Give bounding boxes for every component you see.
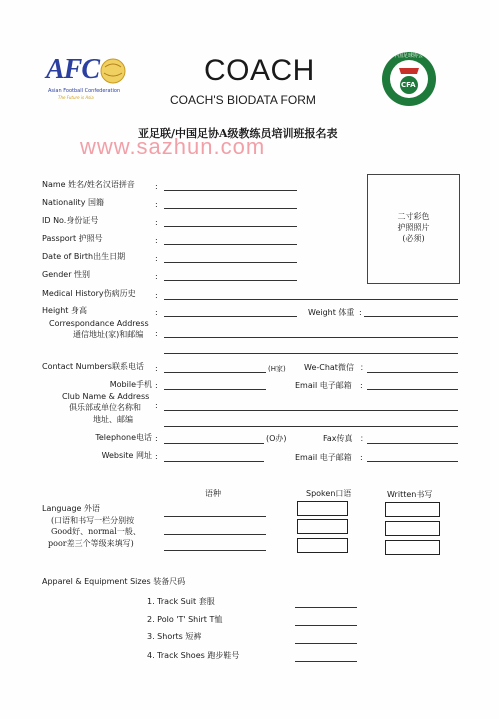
passport-colon: : (155, 236, 158, 245)
email-label: Email 电子邮箱 (295, 381, 352, 390)
mobile-field[interactable] (164, 389, 266, 390)
page-title: COACH (204, 54, 315, 87)
height-label: Height 身高 (42, 306, 87, 315)
email-label-2: Email 电子邮箱 (295, 453, 352, 462)
mobile-label: Mobile手机 (109, 380, 152, 389)
medical-field[interactable] (164, 299, 458, 300)
wechat-colon: ： (360, 363, 368, 372)
email-colon: : (360, 381, 363, 390)
email-field[interactable] (367, 389, 458, 390)
apparel-item-3: 3. Shorts 短裤 (147, 632, 202, 641)
id-no-colon: : (155, 218, 158, 227)
spoken-box-2[interactable] (297, 519, 348, 534)
afc-logo-text: AFC (46, 54, 100, 85)
passport-label: Passport 护照号 (42, 234, 103, 243)
telephone-label: Telephone电话 (95, 433, 152, 442)
apparel-field-4[interactable] (295, 661, 357, 662)
cfa-logo (377, 50, 441, 108)
language-note-1: (口语和书写一栏分别按 (51, 516, 135, 525)
photo-line-2: 护照照片 (397, 223, 430, 232)
contact-colon: : (155, 364, 158, 373)
dob-field[interactable] (164, 262, 297, 263)
language-label: Language 外语 (42, 504, 101, 513)
id-no-label: ID No.身份证号 (42, 216, 99, 225)
fax-field[interactable] (367, 443, 458, 444)
form-subtitle: COACH'S BIODATA FORM (170, 93, 316, 107)
name-label: Name 姓名/姓名汉语拼音 (42, 180, 135, 189)
name-colon: : (155, 182, 158, 191)
written-box-1[interactable] (385, 502, 440, 517)
nationality-colon: : (155, 200, 158, 209)
photo-line-1: 二寸彩色 (397, 212, 430, 221)
club-label-cn-2: 地址、邮编 (93, 415, 133, 424)
language-col-header: 语种 (205, 489, 221, 498)
gender-label: Gender 性别 (42, 270, 91, 279)
spoken-box-1[interactable] (297, 501, 348, 516)
afc-motto: The Future is Asia (58, 95, 94, 100)
afc-ball-icon (99, 57, 127, 85)
apparel-item-1: 1. Track Suit 套服 (147, 597, 215, 606)
apparel-heading: Apparel & Equipment Sizes 装备尺码 (42, 577, 186, 586)
language-field-2[interactable] (164, 534, 266, 535)
wechat-field[interactable] (367, 372, 458, 373)
cfa-badge-text: CFA (401, 81, 416, 89)
website-field[interactable] (164, 461, 264, 462)
height-field[interactable] (164, 316, 297, 317)
club-colon: : (155, 401, 158, 410)
afc-logo (44, 54, 139, 104)
correspondence-field-1[interactable] (164, 337, 458, 338)
spoken-col-header: Spoken口语 (306, 489, 352, 498)
name-field[interactable] (164, 190, 297, 191)
office-suffix: (O办) (266, 434, 287, 443)
apparel-field-2[interactable] (295, 625, 357, 626)
wechat-label: We-Chat微信 (304, 363, 354, 372)
correspondence-field-2[interactable] (164, 353, 458, 354)
telephone-colon: : (155, 434, 158, 443)
fax-label: Fax传真 (323, 434, 353, 443)
written-col-header: Written书写 (387, 490, 433, 499)
apparel-item-4: 4. Track Shoes 跑步鞋号 (147, 651, 240, 660)
dob-label: Date of Birth出生日期 (42, 252, 126, 261)
written-box-2[interactable] (385, 521, 440, 536)
cfa-ring-text: 中国足球协会 (393, 53, 424, 59)
club-label-cn-1: 俱乐部或单位名称和 (69, 403, 141, 412)
spoken-box-3[interactable] (297, 538, 348, 553)
height-colon: : (155, 308, 158, 317)
dob-colon: : (155, 254, 158, 263)
home-suffix: (H家) (268, 365, 286, 373)
club-label: Club Name & Address (62, 392, 150, 401)
contact-label: Contact Numbers联系电话 (42, 362, 144, 371)
email-field-2[interactable] (367, 461, 458, 462)
photo-line-3: (必须) (402, 234, 425, 243)
correspondence-label: Correspondance Address (49, 319, 149, 328)
language-field-1[interactable] (164, 516, 266, 517)
mobile-colon: : (155, 381, 158, 390)
apparel-field-3[interactable] (295, 643, 357, 644)
apparel-field-1[interactable] (295, 607, 357, 608)
home-phone-field[interactable] (164, 372, 266, 373)
nationality-field[interactable] (164, 208, 297, 209)
weight-field[interactable] (364, 316, 458, 317)
written-box-3[interactable] (385, 540, 440, 555)
club-field-2[interactable] (164, 426, 458, 427)
language-note-3: poor差三个等级来填写) (48, 539, 134, 548)
watermark: www.sazhun.com (80, 134, 266, 159)
email-colon-2: : (360, 453, 363, 462)
language-note-2: Good好、normal一般、 (51, 527, 141, 536)
chinese-title: 亚足联/中国足协A级教练员培训班报名表 (138, 127, 338, 140)
gender-field[interactable] (164, 280, 297, 281)
medical-colon: : (155, 291, 158, 300)
nationality-label: Nationality 国籍 (42, 198, 104, 207)
correspondence-label-cn: 通信地址(家)和邮编 (73, 330, 144, 339)
medical-label: Medical History伤病历史 (42, 289, 136, 298)
apparel-item-2: 2. Polo 'T' Shirt T恤 (147, 615, 223, 624)
photo-box[interactable] (367, 174, 460, 284)
id-no-field[interactable] (164, 226, 297, 227)
website-colon: : (155, 452, 158, 461)
passport-field[interactable] (164, 244, 297, 245)
gender-colon: : (155, 272, 158, 281)
website-label: Website 网址 (101, 451, 152, 460)
weight-label: Weight 体重 (308, 308, 355, 317)
fax-colon: ： (360, 434, 368, 443)
weight-colon: : (359, 308, 362, 317)
correspondence-colon: : (155, 329, 158, 338)
office-phone-field[interactable] (164, 443, 264, 444)
language-field-3[interactable] (164, 550, 266, 551)
afc-org-name: Asian Football Confederation (48, 88, 121, 94)
club-field-1[interactable] (164, 410, 458, 411)
